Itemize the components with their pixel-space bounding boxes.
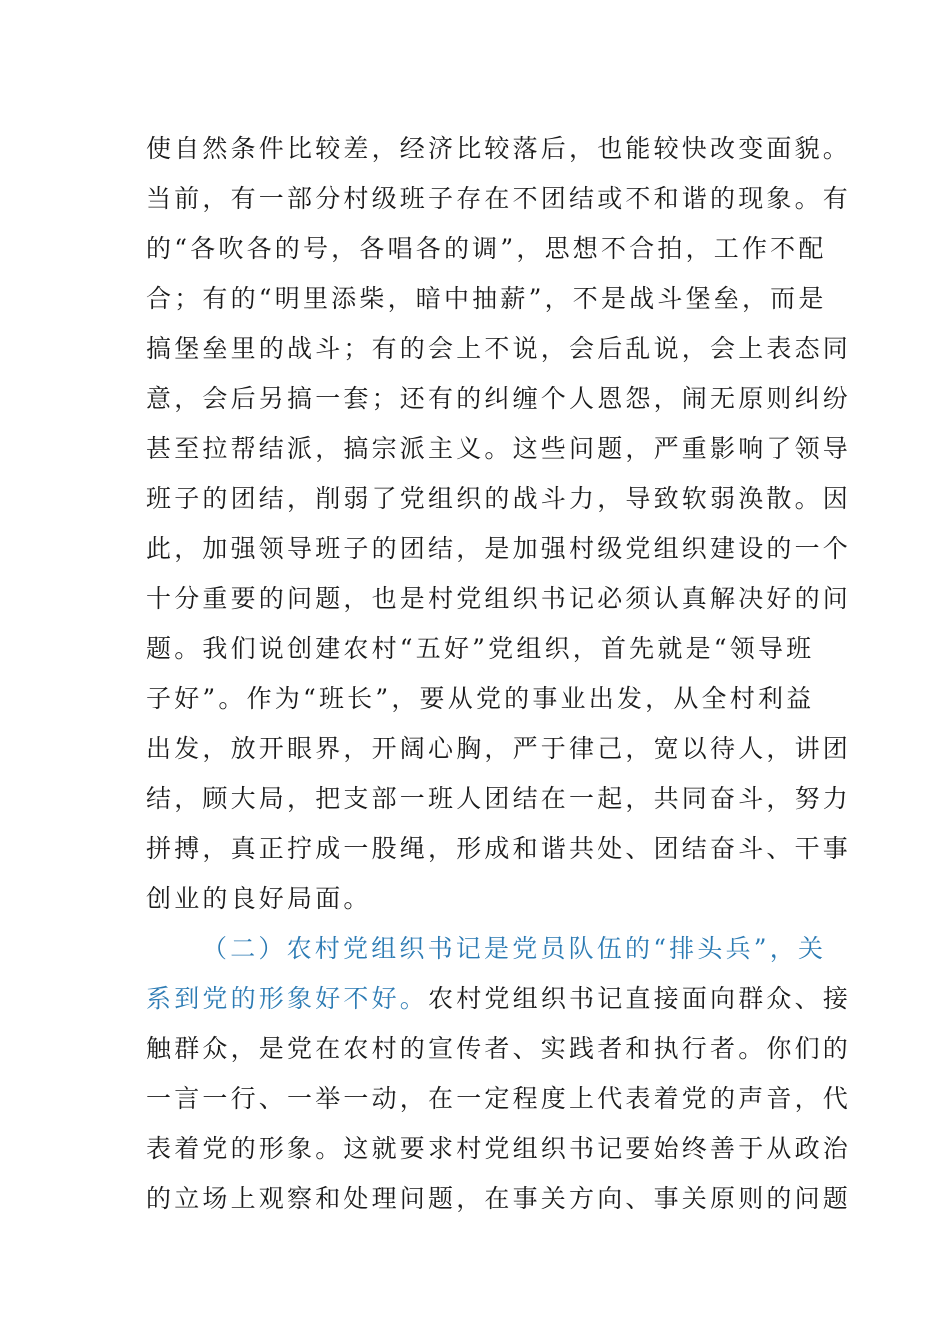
text-line: 触群众，是党在农村的宣传者、实践者和执行者。你们的	[146, 1034, 852, 1063]
text-line: 一言一行、一举一动，在一定程度上代表着党的声音，代	[146, 1084, 852, 1113]
text-line: 的“各吹各的号，各唱各的调”，思想不合拍，工作不配	[146, 234, 827, 263]
text-line: 合；有的“明里添柴，暗中抽薪”，不是战斗堡垒，而是	[146, 284, 827, 313]
text-line: 甚至拉帮结派，搞宗派主义。这些问题，严重影响了领导	[146, 434, 852, 463]
text-line: 意，会后另搞一套；还有的纠缠个人恩怨，闹无原则纠纷	[146, 384, 852, 413]
text-line: 当前，有一部分村级班子存在不团结或不和谐的现象。有	[146, 184, 852, 213]
section-heading-line: （二）农村党组织书记是党员队伍的“排头兵”，关	[202, 934, 827, 963]
text-line: 班子的团结，削弱了党组织的战斗力，导致软弱涣散。因	[146, 484, 852, 513]
text-line: 搞堡垒里的战斗；有的会上不说，会后乱说，会上表态同	[146, 334, 852, 363]
text-line: 子好”。作为“班长”，要从党的事业出发，从全村利益	[146, 684, 815, 713]
text-line: 表着党的形象。这就要求村党组织书记要始终善于从政治	[146, 1134, 852, 1163]
text-line: 十分重要的问题，也是村党组织书记必须认真解决好的问	[146, 584, 852, 613]
text-line: 的立场上观察和处理问题，在事关方向、事关原则的问题	[146, 1184, 852, 1213]
text-line: 拼搏，真正拧成一股绳，形成和谐共处、团结奋斗、干事	[146, 834, 852, 863]
text-line: 此，加强领导班子的团结，是加强村级党组织建设的一个	[146, 534, 852, 563]
text-line	[146, 974, 852, 1024]
text-line: 创业的良好局面。	[146, 884, 372, 913]
text-line: 题。我们说创建农村“五好”党组织，首先就是“领导班	[146, 634, 815, 663]
section-heading-continuation: 系到党的形象好不好。	[146, 984, 429, 1013]
document-body	[146, 124, 852, 1224]
text-line: 使自然条件比较差，经济比较落后，也能较快改变面貌。	[146, 134, 852, 163]
text-segment: 农村党组织书记直接面向群众、接	[428, 984, 852, 1013]
text-line: 结，顾大局，把支部一班人团结在一起，共同奋斗，努力	[146, 784, 852, 813]
text-line: 出发，放开眼界，开阔心胸，严于律己，宽以待人，讲团	[146, 734, 852, 763]
